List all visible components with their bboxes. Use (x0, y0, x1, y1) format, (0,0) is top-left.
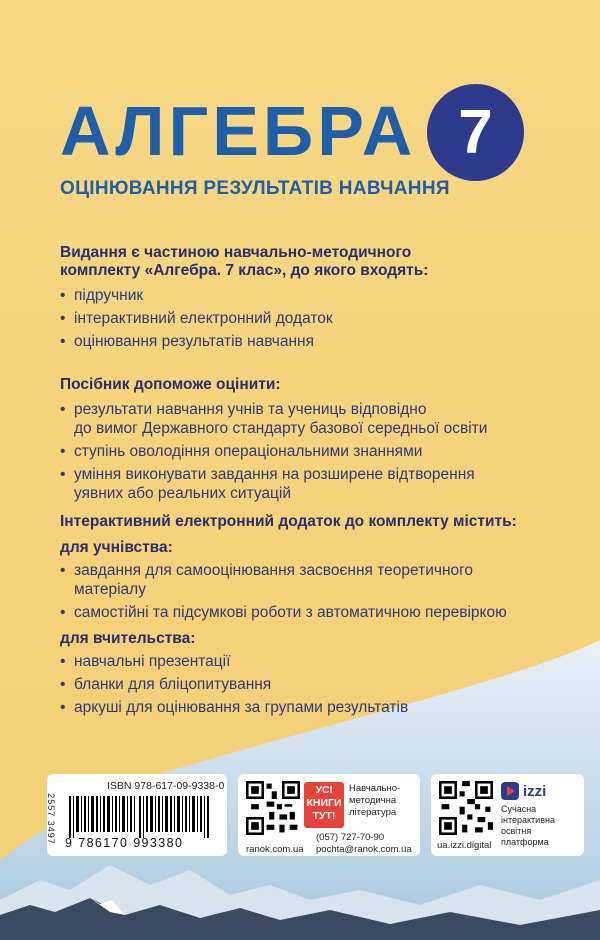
publisher-box (238, 774, 420, 856)
list-item (60, 400, 560, 438)
list-item-line: уявних або реальних ситуацій (74, 485, 292, 502)
book-title: АЛГЕБРА (60, 92, 417, 170)
helps-section (60, 376, 560, 507)
qr-code-icon[interactable] (246, 781, 300, 835)
list-item (60, 465, 560, 503)
publisher-site[interactable]: ranok.com.ua (246, 844, 304, 855)
teachers-label: для вчительства: (60, 630, 196, 647)
list-item: • бланки для бліцопитування (60, 675, 560, 694)
badge-line: УСІ (315, 784, 333, 796)
digital-heading: Інтерактивний електронний додаток до комплекту містить: (60, 513, 517, 530)
badge-line: КНИГИ (306, 797, 342, 809)
desc-line: Сучасна (501, 804, 537, 814)
list-item: • підручник (60, 286, 560, 305)
desc-line: література (349, 807, 397, 818)
list-item: • аркуші для оцінювання за групами результатів (60, 698, 560, 717)
list-item: • інтерактивний електронний додаток (60, 309, 560, 328)
helps-heading: Посібник допоможе оцінити: (60, 376, 281, 393)
intro-line-2: комплекту «Алгебра. 7 клас», до якого входять: (60, 262, 429, 279)
all-books-badge[interactable] (304, 782, 344, 828)
izzi-logo-icon (501, 782, 519, 800)
qr-code-icon[interactable] (439, 781, 493, 835)
barcode-digits: 9 786170 993380 (65, 836, 184, 850)
list-item: • навчальні презентації (60, 652, 560, 671)
barcode-box (47, 774, 227, 856)
publisher-description (349, 783, 400, 819)
desc-line: методична (349, 795, 397, 806)
digital-section (60, 513, 560, 721)
list-item (60, 561, 560, 599)
izzi-site[interactable]: ua.izzi.digital (437, 840, 492, 851)
desc-line: освітня (501, 826, 532, 836)
list-item (60, 603, 560, 622)
book-subtitle: ОЦІНЮВАННЯ РЕЗУЛЬТАТІВ НАВЧАННЯ (60, 178, 450, 199)
isbn-text: ISBN 978-617-09-9338-0 (107, 780, 225, 792)
list-item-line: • ступінь оволодіння операціональними знаннями (74, 443, 423, 460)
izzi-box (431, 774, 584, 856)
izzi-logo[interactable] (501, 782, 546, 800)
list-item-line: до вимог Державного стандарту базової середньої освіти (74, 420, 488, 437)
desc-line: платформа (501, 837, 549, 847)
list-item-line: • завдання для самооцінювання засвоєння теоретичного (74, 562, 474, 579)
list-item-line: матеріалу (74, 581, 146, 598)
barcode-icon (69, 796, 219, 838)
list-item: • оцінювання результатів навчання (60, 332, 560, 351)
publisher-phone: (057) 727-70-90 (316, 832, 385, 843)
barcode-side-code: 2557 3497 (45, 793, 56, 845)
students-label: для учнівства: (60, 539, 173, 556)
badge-line: ТУТ! (312, 810, 336, 822)
izzi-description (501, 804, 555, 848)
desc-line: Навчально- (349, 783, 401, 794)
grade-circle: 7 (427, 84, 524, 181)
list-item-line: • результати навчання учнів та учениць відповідно (74, 401, 427, 418)
publisher-email[interactable]: pochta@ranok.com.ua (316, 844, 412, 855)
izzi-logo-text: izzi (523, 782, 547, 800)
intro-section (60, 244, 560, 355)
intro-line-1: Видання є частиною навчально-методичного (60, 244, 412, 261)
list-item (60, 442, 560, 461)
list-item-line: • уміння виконувати завдання на розширене відтворення (74, 466, 475, 483)
desc-line: інтерактивна (501, 815, 555, 825)
list-item-line: • самостійні та підсумкові роботи з автоматичною перевіркою (74, 604, 507, 621)
